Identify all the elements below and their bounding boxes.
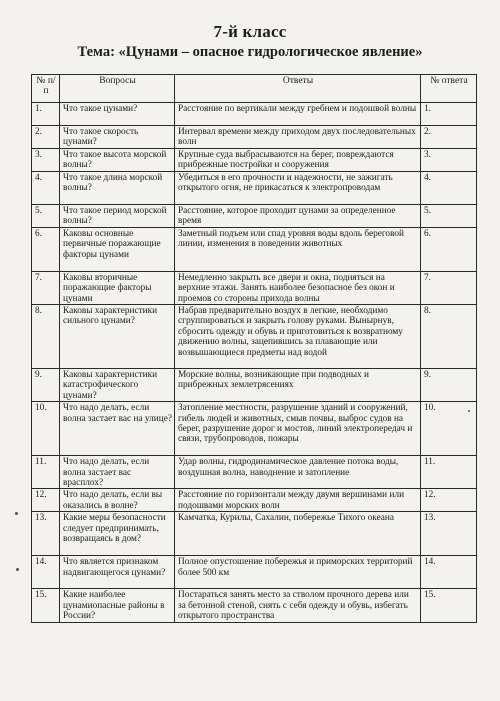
row-question: Каковы основные первичные поражающие факторы цунами [60,227,175,271]
row-answer: Интервал времени между приходом двух последовательных волн [175,126,421,149]
row-number: 7. [32,271,60,304]
row-answer: Крупные суда выбрасываются на берег, повреждаются прибрежные постройки и сооружения [175,149,421,172]
table-row [32,402,477,456]
row-question: Каковы вторичные поражающие факторы цунами [60,271,175,304]
row-number: 11. [32,456,60,489]
table-row [32,103,477,126]
row-answer-number: 5. [421,205,477,228]
row-question: Что такое высота морской волны? [60,149,175,172]
row-answer-number: 2. [421,126,477,149]
table-row [32,126,477,149]
row-answer: Постараться занять место за стволом прочного дерева или за бетонной стеной, снять с себя одежду и обувь, избегать открытого пространства [175,589,421,622]
table-row [32,512,477,556]
row-answer: Полное опустошение побережья и приморских территорий более 500 км [175,556,421,589]
row-answer: Затопление местности, разрушение зданий и сооружений, гибель людей и животных, смыв почвы, выброс судов на берег, разрушение дорог и мостов, линий электропередач и связи, трубопроводов, пожары [175,402,421,456]
row-number: 5. [32,205,60,228]
row-answer: Расстояние, которое проходит цунами за определенное время [175,205,421,228]
header-answer-number: № ответа [421,75,477,103]
row-number: 10. [32,402,60,456]
header-questions: Вопросы [60,75,175,103]
row-answer: Расстояние по горизонтали между двумя вершинами или подошвами морских волн [175,489,421,512]
table-row [32,149,477,172]
row-answer-number: 15. [421,589,477,622]
row-answer-number: 13. [421,512,477,556]
row-answer-number: 7. [421,271,477,304]
row-answer-number: 1. [421,103,477,126]
scan-speck [15,512,18,515]
row-number: 4. [32,172,60,205]
row-question: Что надо делать, если волна застает вас на улице? [60,402,175,456]
table-row [32,271,477,304]
row-answer-number: 8. [421,305,477,369]
row-question: Что такое период морской волны? [60,205,175,228]
row-answer: Расстояние по вертикали между гребнем и подошвой волны [175,103,421,126]
row-number: 6. [32,227,60,271]
row-answer-number: 9. [421,369,477,402]
row-question: Какие наиболее цунамиопасные районы в России? [60,589,175,622]
row-number: 15. [32,589,60,622]
row-answer: Заметный подъем или спад уровня воды вдоль береговой линии, изменения в поведении животных [175,227,421,271]
row-question: Какие меры безопасности следует предпринимать, возвращаясь в дом? [60,512,175,556]
row-number: 1. [32,103,60,126]
table-row [32,305,477,369]
scan-speck [16,568,19,571]
scan-speck [468,410,470,412]
row-question: Что такое скорость цунами? [60,126,175,149]
row-answer-number: 6. [421,227,477,271]
row-answer-number: 12. [421,489,477,512]
row-answer: Камчатка, Курилы, Сахалин, побережье Тихого океана [175,512,421,556]
row-number: 3. [32,149,60,172]
row-number: 2. [32,126,60,149]
table-header-row [32,75,477,103]
row-number: 8. [32,305,60,369]
row-question: Что надо делать, если вы оказались в волне? [60,489,175,512]
row-number: 13. [32,512,60,556]
table-row [32,589,477,622]
table-row [32,227,477,271]
row-answer-number: 4. [421,172,477,205]
table-row [32,456,477,489]
row-answer: Немедленно закрыть все двери и окна, подняться на верхние этажи. Занять наиболее безопасное без окон и проемов со стороны прихода волны [175,271,421,304]
header-number: № п/п [32,75,60,103]
header-answers: Ответы [175,75,421,103]
row-answer-number: 11. [421,456,477,489]
row-question: Каковы характеристики сильного цунами? [60,305,175,369]
row-number: 9. [32,369,60,402]
table-row [32,556,477,589]
row-answer: Набрав предварительно воздух в легкие, необходимо сгруппироваться и закрыть голову руками. Вынырнув, сбросить одежду и обувь и приготовиться к возвратному движению волны, зацепившись за плавающие или возвышающиеся предметы над водой [175,305,421,369]
table-row [32,205,477,228]
row-question: Что надо делать, если волна застает вас врасплох? [60,456,175,489]
row-answer: Убедиться в его прочности и надежности, не зажигать открытого огня, не прикасаться к электропроводам [175,172,421,205]
row-answer-number: 10. [421,402,477,456]
row-answer: Удар волны, гидродинамическое давление потока воды, воздушная волна, наводнение и затопление [175,456,421,489]
row-number: 12. [32,489,60,512]
row-answer-number: 14. [421,556,477,589]
qa-table [31,74,477,623]
table-row [32,369,477,402]
row-number: 14. [32,556,60,589]
row-answer-number: 3. [421,149,477,172]
row-question: Каковы характеристики катастрофического цунами? [60,369,175,402]
row-question: Что такое цунами? [60,103,175,126]
table-row [32,489,477,512]
row-question: Что является признаком надвигающегося цунами? [60,556,175,589]
row-answer: Морские волны, возникающие при подводных и прибрежных землетрясениях [175,369,421,402]
row-question: Что такое длина морской волны? [60,172,175,205]
table-row [32,172,477,205]
topic-heading: Тема: «Цунами – опасное гидрологическое явление» [77,44,423,60]
grade-heading: 7-й класс [213,22,287,41]
